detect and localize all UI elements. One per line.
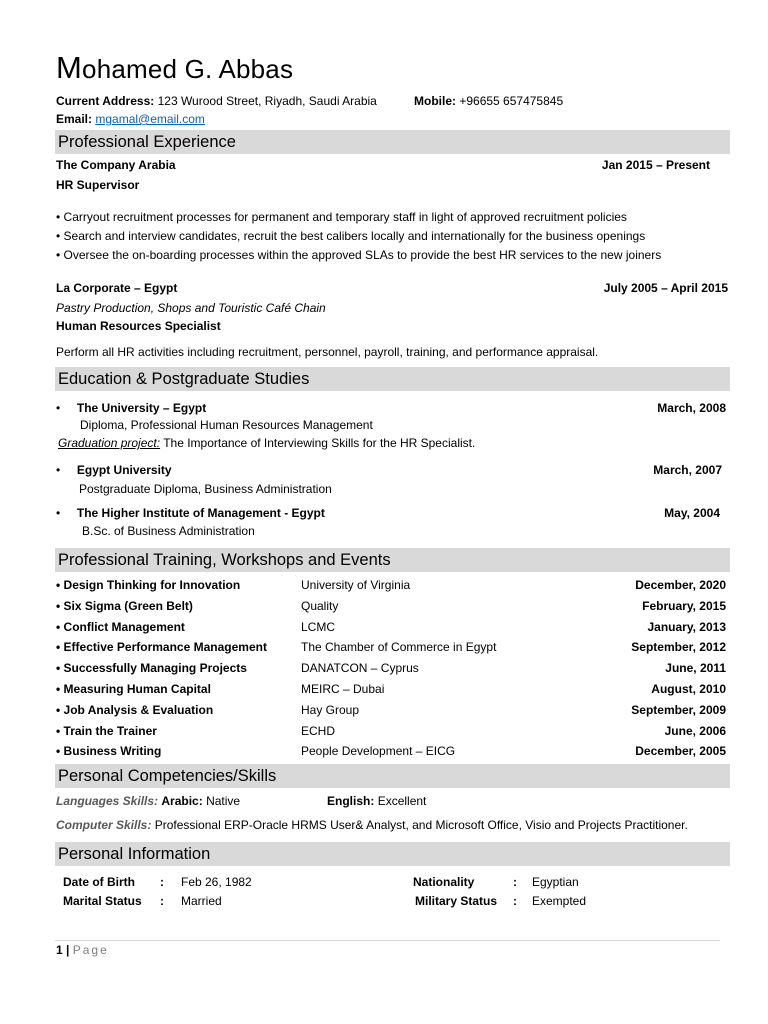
training-course: • Design Thinking for Innovation bbox=[56, 578, 241, 592]
nationality-label: Nationality bbox=[413, 875, 475, 889]
mobile-value: +96655 657475845 bbox=[459, 94, 564, 108]
training-date: September, 2009 bbox=[631, 703, 726, 717]
training-provider: LCMC bbox=[301, 620, 336, 634]
english-value: Excellent bbox=[377, 794, 427, 808]
training-course: • Successfully Managing Projects bbox=[56, 661, 247, 675]
degree: Diploma, Professional Human Resources Management bbox=[80, 418, 373, 432]
training-course: • Effective Performance Management bbox=[56, 640, 267, 654]
company-2-title: Human Resources Specialist bbox=[56, 319, 221, 333]
company-2-summary: Perform all HR activities including recruitment, personnel, payroll, training, and performance appraisal. bbox=[56, 345, 599, 359]
training-provider: ECHD bbox=[301, 724, 336, 738]
training-date: December, 2020 bbox=[635, 578, 726, 592]
military-value: Exempted bbox=[532, 894, 587, 908]
section-personal-information: Personal Information bbox=[55, 842, 730, 866]
education-date: May, 2004 bbox=[664, 506, 720, 520]
institution: The University – Egypt bbox=[76, 401, 207, 415]
education-date: March, 2008 bbox=[657, 401, 726, 415]
mobile-label: Mobile: bbox=[414, 94, 456, 108]
dob-value: Feb 26, 1982 bbox=[181, 875, 252, 889]
list-item: • Carryout recruitment processes for permanent and temporary staff in light of approved recruitment policies bbox=[56, 210, 627, 224]
languages-label: Languages Skills: bbox=[56, 794, 159, 808]
degree: B.Sc. of Business Administration bbox=[82, 524, 255, 538]
marital-value: Married bbox=[181, 894, 222, 908]
company-2-subtitle: Pastry Production, Shops and Touristic Café Chain bbox=[56, 301, 326, 315]
list-item: • Search and interview candidates, recruit the best calibers locally and internationally for the business openings bbox=[56, 229, 646, 243]
arabic-value: Native bbox=[206, 794, 241, 808]
nationality-value: Egyptian bbox=[532, 875, 579, 889]
page-number: 1 bbox=[56, 943, 63, 957]
bullet-text: Oversee the on-boarding processes within the approved SLAs to provide the best HR services to the new joiners bbox=[63, 248, 662, 262]
training-date: February, 2015 bbox=[642, 599, 726, 613]
list-item: • Oversee the on-boarding processes within the approved SLAs to provide the best HR services to the new joiners bbox=[56, 248, 662, 262]
email-line bbox=[56, 112, 205, 126]
training-course: • Conflict Management bbox=[56, 620, 185, 634]
company-2-name: La Corporate – Egypt bbox=[56, 281, 178, 295]
project-label: Graduation project: bbox=[58, 436, 161, 450]
separator: : bbox=[160, 875, 164, 889]
graduation-project bbox=[58, 436, 475, 450]
training-date: June, 2006 bbox=[664, 724, 726, 738]
english-label: English: bbox=[327, 794, 375, 808]
computer-label: Computer Skills: bbox=[56, 818, 152, 832]
section-education: Education & Postgraduate Studies bbox=[55, 367, 730, 391]
training-provider: The Chamber of Commerce in Egypt bbox=[301, 640, 497, 654]
training-date: June, 2011 bbox=[665, 661, 726, 675]
section-training: Professional Training, Workshops and Events bbox=[55, 548, 730, 572]
training-date: January, 2013 bbox=[647, 620, 726, 634]
education-date: March, 2007 bbox=[653, 463, 722, 477]
computer-value: Professional ERP-Oracle HRMS User& Analyst, and Microsoft Office, Visio and Projects Practitioner. bbox=[154, 818, 688, 832]
address-label: Current Address: bbox=[56, 94, 155, 108]
course-title: Job Analysis & Evaluation bbox=[63, 703, 214, 717]
project-value: The Importance of Interviewing Skills for the HR Specialist. bbox=[163, 436, 476, 450]
bullet-text: Search and interview candidates, recruit the best calibers locally and internationally for the business openings bbox=[63, 229, 646, 243]
section-professional-experience: Professional Experience bbox=[55, 130, 730, 154]
dob-label: Date of Birth bbox=[63, 875, 135, 889]
marital-label: Marital Status bbox=[63, 894, 142, 908]
name-initial: M bbox=[56, 50, 83, 85]
arabic-label: Arabic: bbox=[161, 794, 203, 808]
course-title: Train the Trainer bbox=[63, 724, 157, 738]
training-course: • Six Sigma (Green Belt) bbox=[56, 599, 193, 613]
page-word: Page bbox=[72, 943, 109, 957]
course-title: Measuring Human Capital bbox=[63, 682, 211, 696]
institution: The Higher Institute of Management - Egypt bbox=[76, 506, 325, 520]
candidate-name bbox=[56, 50, 293, 86]
training-date: August, 2010 bbox=[651, 682, 726, 696]
separator: : bbox=[513, 894, 517, 908]
training-course: • Train the Trainer bbox=[56, 724, 157, 738]
address-line bbox=[56, 94, 377, 108]
course-title: Effective Performance Management bbox=[63, 640, 267, 654]
separator: : bbox=[160, 894, 164, 908]
training-course: • Business Writing bbox=[56, 744, 162, 758]
training-course: • Job Analysis & Evaluation bbox=[56, 703, 214, 717]
course-title: Six Sigma (Green Belt) bbox=[63, 599, 193, 613]
degree: Postgraduate Diploma, Business Administration bbox=[79, 482, 332, 496]
computer-line bbox=[56, 818, 688, 832]
training-provider: People Development – EICG bbox=[301, 744, 456, 758]
company-1-dates: Jan 2015 – Present bbox=[601, 158, 710, 172]
section-competencies: Personal Competencies/Skills bbox=[55, 764, 730, 788]
institution: Egypt University bbox=[76, 463, 172, 477]
training-provider: Hay Group bbox=[301, 703, 360, 717]
course-title: Conflict Management bbox=[63, 620, 185, 634]
education-item: • The University – Egypt bbox=[56, 401, 207, 415]
training-provider: University of Virginia bbox=[301, 578, 411, 592]
course-title: Successfully Managing Projects bbox=[63, 661, 247, 675]
course-title: Business Writing bbox=[63, 744, 162, 758]
page-separator: | bbox=[66, 943, 70, 957]
english-line bbox=[327, 794, 426, 808]
training-date: September, 2012 bbox=[631, 640, 726, 654]
email-label: Email: bbox=[56, 112, 93, 126]
company-2-dates: July 2005 – April 2015 bbox=[603, 281, 728, 295]
training-provider: DANATCON – Cyprus bbox=[301, 661, 419, 675]
footer-divider bbox=[55, 940, 720, 941]
company-1-title: HR Supervisor bbox=[56, 178, 140, 192]
bullet-text: Carryout recruitment processes for permanent and temporary staff in light of approved recruitment policies bbox=[63, 210, 627, 224]
education-item: • The Higher Institute of Management - Egypt bbox=[56, 506, 325, 520]
email-link[interactable]: mgamal@email.com bbox=[95, 112, 205, 126]
education-item: • Egypt University bbox=[56, 463, 172, 477]
training-course: • Measuring Human Capital bbox=[56, 682, 211, 696]
separator: : bbox=[513, 875, 517, 889]
name-rest: ohamed G. Abbas bbox=[82, 54, 294, 84]
page-footer bbox=[56, 943, 109, 957]
mobile-line bbox=[414, 94, 563, 108]
company-1-name: The Company Arabia bbox=[56, 158, 176, 172]
languages-line bbox=[56, 794, 240, 808]
address-value: 123 Wurood Street, Riyadh, Saudi Arabia bbox=[157, 94, 377, 108]
training-date: December, 2005 bbox=[635, 744, 726, 758]
training-provider: Quality bbox=[301, 599, 339, 613]
training-provider: MEIRC – Dubai bbox=[301, 682, 385, 696]
military-label: Military Status bbox=[415, 894, 498, 908]
course-title: Design Thinking for Innovation bbox=[63, 578, 241, 592]
